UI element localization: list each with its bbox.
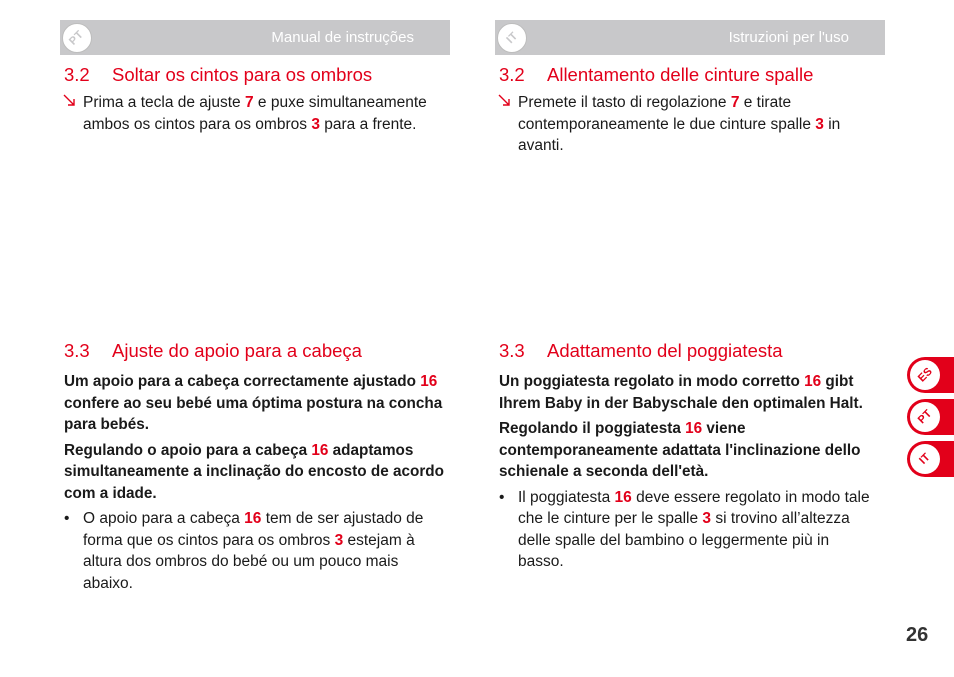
intro-paragraph-1: Um apoio para a cabeça correctamente ajustado 16 confere ao seu bebé uma óptima postura na concha para bebés. (64, 373, 443, 433)
section-3-3-it (499, 340, 879, 573)
language-tab-circle: ES (910, 360, 940, 390)
intro-paragraph-2: Regulando o apoio para a cabeça 16 adaptamos simultaneamente a inclinação do encosto de acordo com a idade. (64, 441, 444, 502)
diagonal-arrow-icon (497, 93, 513, 109)
language-tab-es[interactable] (907, 357, 954, 393)
bullet-item: • O apoio para a cabeça 16 tem de ser ajustado de forma que os cintos para os ombros 3 estejam à altura dos ombros do bebé ou um pouco mais abaixo. (64, 510, 424, 592)
language-tab-pt[interactable] (907, 399, 954, 435)
step-text: Prima a tecla de ajuste 7 e puxe simultaneamente ambos os cintos para os ombros 3 para a frente. (83, 94, 427, 133)
instruction-step-it (499, 92, 879, 157)
section-3-3-pt (64, 340, 444, 594)
section-number: 3.3 (64, 340, 90, 361)
diagonal-arrow-icon (62, 93, 78, 109)
step-text: Premete il tasto di regolazione 7 e tirate contemporaneamente le due cinture spalle 3 in avanti. (518, 94, 841, 154)
language-tab-circle: IT (910, 444, 940, 474)
section-heading-3-3-pt (64, 340, 444, 362)
language-badge-it: IT (497, 23, 527, 53)
intro-paragraph-1: Un poggiatesta regolato in modo corretto 16 gibt Ihrem Baby in der Babyschale den optimalen Halt. (499, 373, 863, 412)
section-heading-3-2-it (499, 64, 813, 86)
header-title-pt: Manual de instruções (271, 29, 414, 46)
section-title: Ajuste do apoio para a cabeça (112, 340, 362, 361)
header-title-it: Istruzioni per l'uso (728, 29, 849, 46)
column-it (499, 20, 885, 570)
bullet-dot-icon: • (64, 510, 70, 527)
section-heading-3-3-it (499, 340, 879, 362)
section-number: 3.3 (499, 340, 525, 361)
language-tab-circle: PT (910, 402, 940, 432)
section-number: 3.2 (499, 64, 525, 85)
header-bar-pt (60, 20, 450, 55)
instruction-step-pt (64, 92, 444, 135)
section-title: Soltar os cintos para os ombros (112, 64, 373, 85)
column-pt (64, 20, 450, 592)
section-title: Allentamento delle cinture spalle (547, 64, 814, 85)
intro-paragraph-2: Regolando il poggiatesta 16 viene contemporaneamente adattata l'inclinazione dello schienale a seconda dell'età. (499, 420, 861, 480)
header-bar-it (495, 20, 885, 55)
section-number: 3.2 (64, 64, 90, 85)
language-badge-pt: PT (62, 23, 92, 53)
section-heading-3-2-pt (64, 64, 372, 86)
section-title: Adattamento del poggiatesta (547, 340, 783, 361)
bullet-item: • Il poggiatesta 16 deve essere regolato in modo tale che le cinture per le spalle 3 si trovino all’altezza delle spalle del bambino o leggermente più in basso. (499, 488, 870, 570)
page-number: 26 (906, 624, 929, 646)
bullet-dot-icon: • (499, 488, 505, 506)
language-tab-it[interactable] (907, 441, 954, 477)
